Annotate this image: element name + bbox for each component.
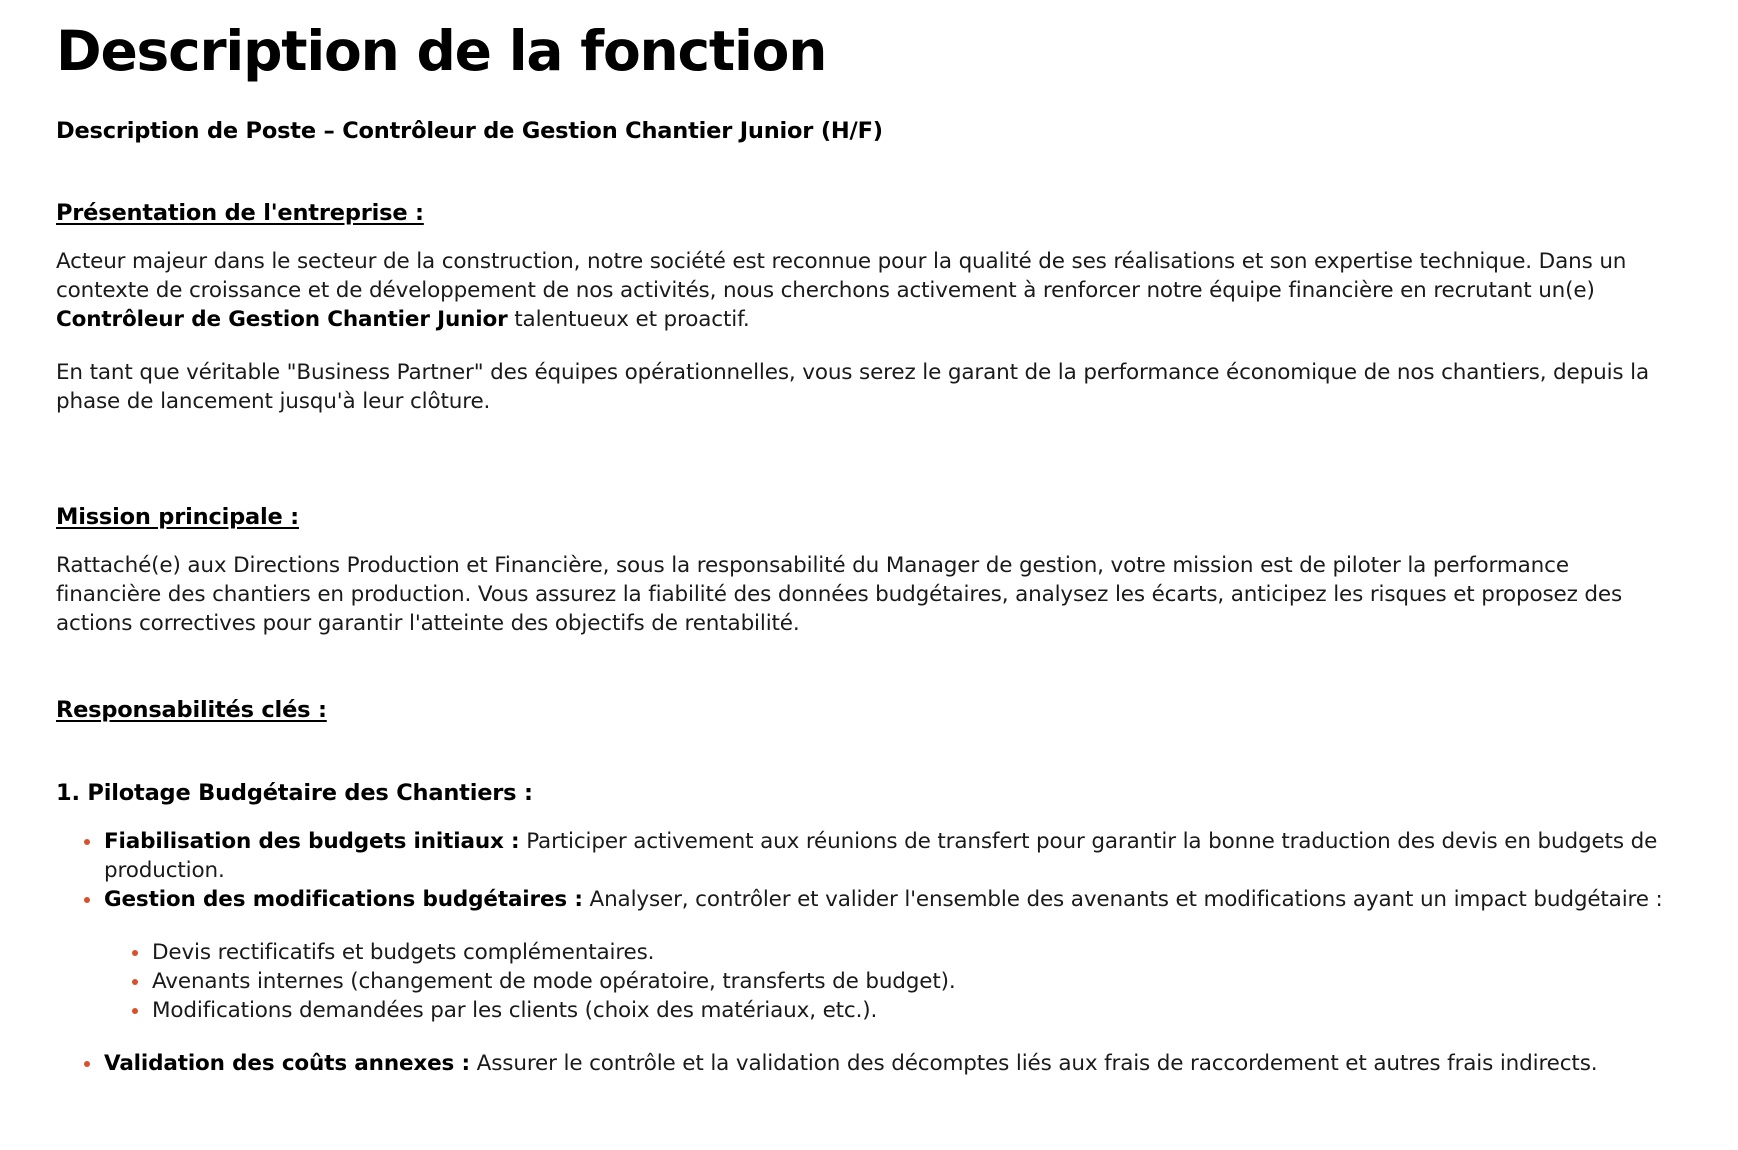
list-item (104, 1049, 1704, 1078)
section-heading-responsabilites: Responsabilités clés : (56, 697, 327, 723)
responsibilities-list (56, 827, 1704, 1078)
job-subtitle: Description de Poste – Contrôleur de Gestion Chantier Junior (H/F) (56, 118, 883, 144)
sub-list-item: Avenants internes (changement de mode opératoire, transferts de budget). (152, 967, 1704, 996)
presentation-text-2: talentueux et proactif. (507, 307, 750, 332)
list-item-label: Gestion des modifications budgétaires : (104, 887, 583, 912)
list-item-label: Fiabilisation des budgets initiaux : (104, 829, 520, 854)
page-title: Description de la fonction (56, 19, 827, 83)
presentation-paragraph-1 (56, 247, 1676, 334)
list-item-text: Assurer le contrôle et la validation des décomptes liés aux frais de raccordement et autres frais indirects. (470, 1051, 1598, 1076)
presentation-text-1: Acteur majeur dans le secteur de la construction, notre société est reconnue pour la qualité de ses réalisations et son expertise technique. Dans un contexte de croissance et de développement de nos activités, nous cherchons activement à renforcer notre équipe financière en recrutant un(e) (56, 249, 1627, 303)
mission-paragraph: Rattaché(e) aux Directions Production et Financière, sous la responsabilité du Manager de gestion, votre mission est de piloter la performance financière des chantiers en production. Vous assurez la fiabilité des données budgétaires, analysez les écarts, anticipez les risques et proposez des actions correctives pour garantir l'atteinte des objectifs de rentabilité. (56, 553, 1623, 636)
presentation-paragraph-2: En tant que véritable "Business Partner" des équipes opérationnelles, vous serez le garant de la performance économique de nos chantiers, depuis la phase de lancement jusqu'à leur clôture. (56, 360, 1650, 414)
list-item (104, 885, 1704, 1025)
list-item (104, 827, 1704, 885)
section-heading-presentation: Présentation de l'entreprise : (56, 200, 424, 226)
list-item-text: Analyser, contrôler et valider l'ensemble des avenants et modifications ayant un impact budgétaire : (582, 887, 1663, 912)
sub-list-item: Devis rectificatifs et budgets complémentaires. (152, 938, 1704, 967)
section-heading-mission: Mission principale : (56, 504, 299, 530)
presentation-job-title: Contrôleur de Gestion Chantier Junior (56, 307, 508, 332)
subsection-title-pilotage: 1. Pilotage Budgétaire des Chantiers : (56, 780, 533, 806)
list-item-text: Participer activement aux réunions de transfert pour garantir la bonne traduction des devis en budgets de production. (104, 829, 1658, 883)
list-item-label: Validation des coûts annexes : (104, 1051, 470, 1076)
sub-list-item: Modifications demandées par les clients (choix des matériaux, etc.). (152, 996, 1704, 1025)
sub-list (104, 938, 1704, 1025)
